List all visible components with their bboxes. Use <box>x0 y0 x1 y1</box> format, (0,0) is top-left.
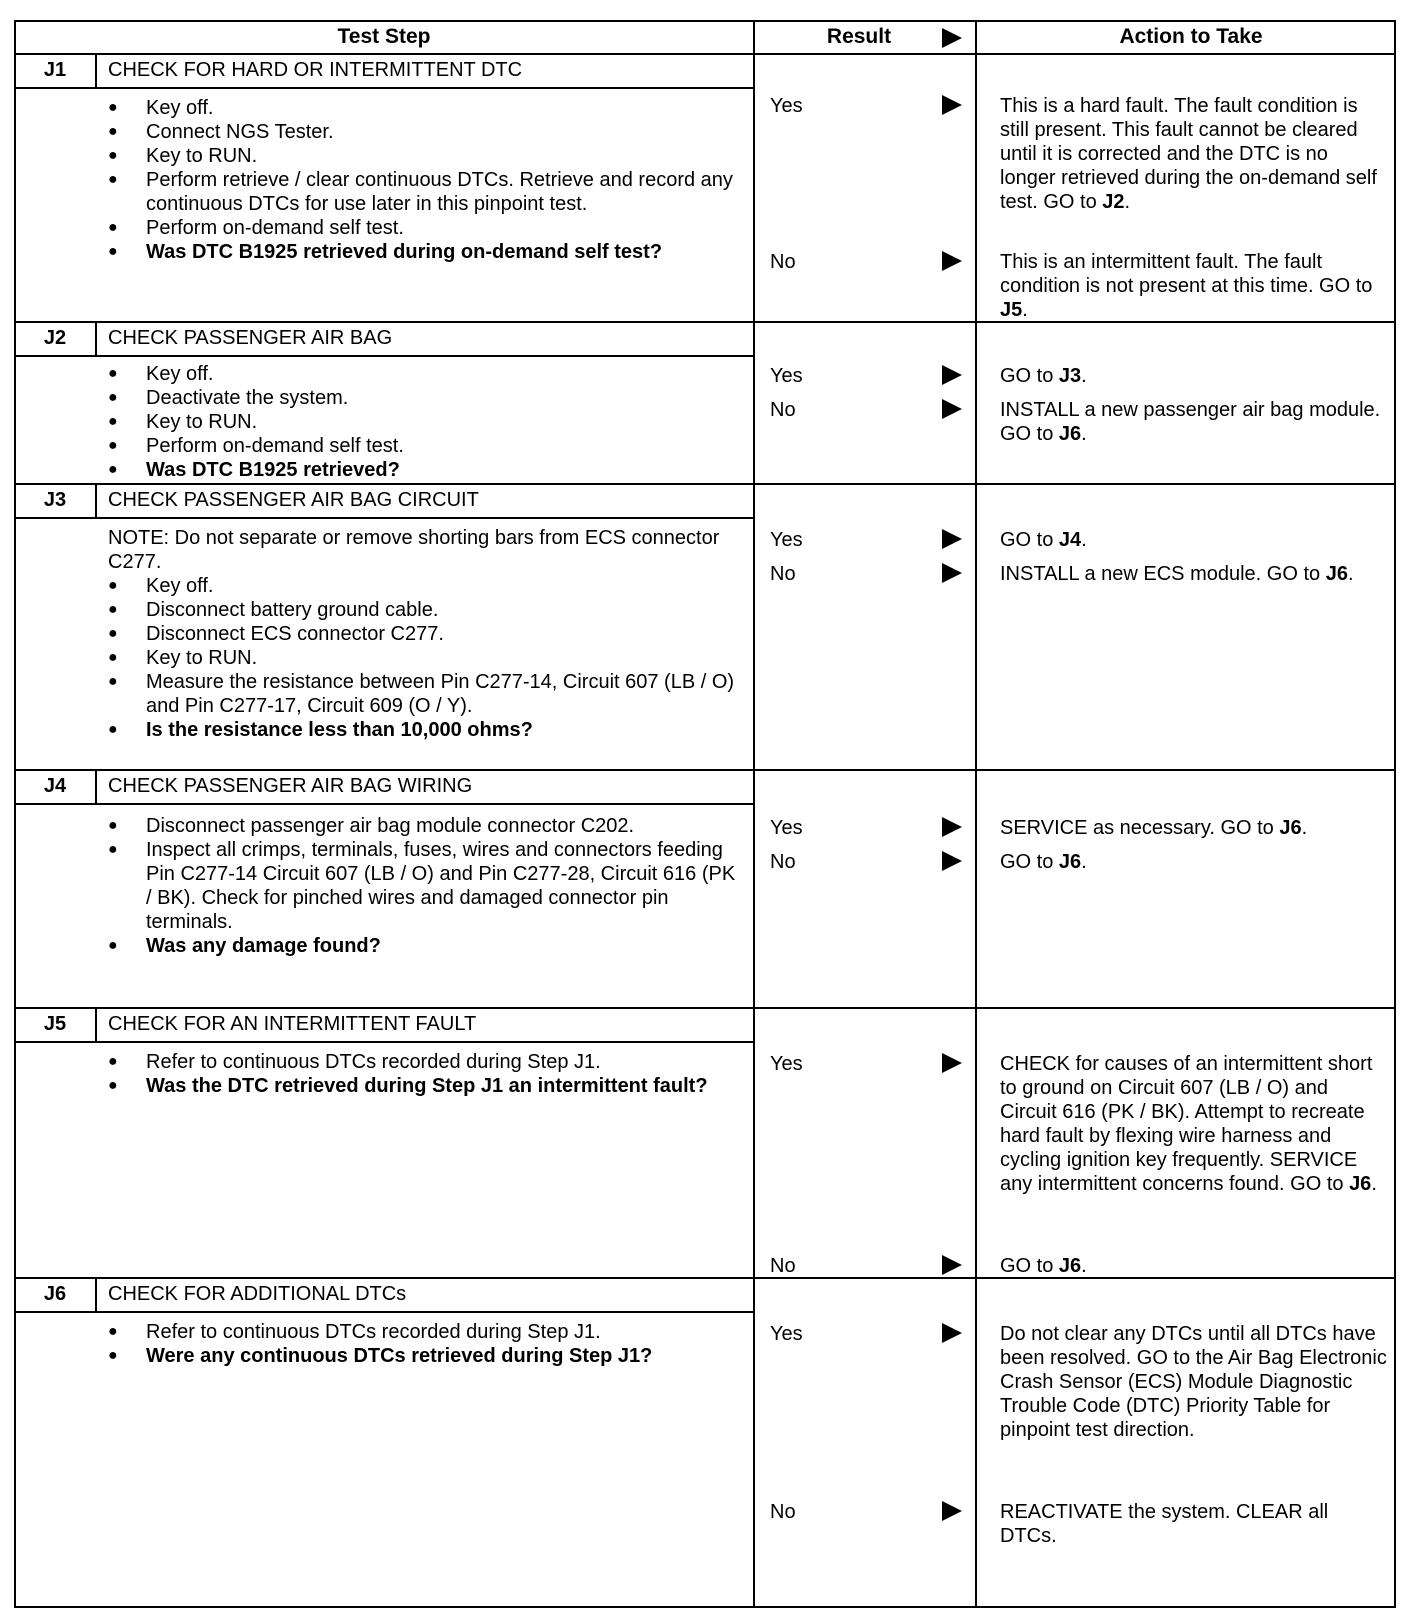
step-list <box>108 1320 736 1368</box>
step-title: CHECK PASSENGER AIR BAG WIRING <box>108 775 473 797</box>
action-text <box>1000 250 1388 322</box>
action-text <box>1000 1500 1388 1548</box>
action-segment: GO to <box>1000 1255 1059 1277</box>
action-segment: J3 <box>1058 365 1082 387</box>
result-arrow-icon <box>942 1501 962 1521</box>
step-item: ● Was any damage found? <box>108 934 736 958</box>
header-test-step: Test Step <box>337 25 431 48</box>
step-item: ● Was DTC B1925 retrieved? <box>108 458 736 482</box>
step-list <box>108 1050 736 1098</box>
action-segment: CHECK for causes of an intermittent short to ground on Circuit 607 (LB / O) and Circuit 616 (PK / BK). Attempt to recreate hard fault by flexing wire harness and cycling ignition key frequently. SERVICE any intermittent concerns found. GO to <box>1000 1053 1373 1195</box>
result-no: No <box>770 251 796 273</box>
step-code: J5 <box>43 1013 67 1035</box>
action-segment: REACTIVATE the system. CLEAR all DTCs. <box>1000 1501 1329 1547</box>
action-segment: INSTALL a new ECS module. GO to <box>1000 563 1326 585</box>
result-no: No <box>770 851 796 873</box>
step-body <box>108 362 736 482</box>
step-body <box>108 96 736 264</box>
step-item: ● Key to RUN. <box>108 144 736 168</box>
step-list <box>108 574 736 742</box>
step-item: ● Were any continuous DTCs retrieved during Step J1? <box>108 1344 736 1368</box>
result-no: No <box>770 563 796 585</box>
action-segment: J6 <box>1325 563 1348 585</box>
step-note: NOTE: Do not separate or remove shorting bars from ECS connector C277. <box>108 527 720 573</box>
action-segment: . <box>1301 817 1308 839</box>
action-segment: . <box>1081 365 1087 387</box>
result-arrow-icon <box>942 365 962 385</box>
action-segment: This is an intermittent fault. The fault condition is not present at this time. GO to <box>1000 251 1373 297</box>
result-no: No <box>770 1501 796 1523</box>
action-segment: . <box>1081 423 1087 445</box>
result-arrow-icon <box>942 529 962 549</box>
step-body <box>108 814 736 958</box>
action-segment: J6 <box>1058 851 1082 873</box>
action-segment: . <box>1347 563 1354 585</box>
action-text <box>1000 1052 1388 1196</box>
header-arrow-icon <box>942 28 962 48</box>
action-segment: INSTALL a new passenger air bag module. GO to <box>1000 399 1381 445</box>
result-arrow-icon <box>942 563 962 583</box>
result-yes: Yes <box>770 529 803 551</box>
step-item: ● Disconnect battery ground cable. <box>108 598 736 622</box>
step-code: J6 <box>43 1283 67 1305</box>
step-item: ● Inspect all crimps, terminals, fuses, wires and connectors feeding Pin C277-14 Circuit 607 (LB / O) and Pin C277-28, Circuit 616 (PK / BK). Check for pinched wires and damaged connector pin terminals. <box>108 838 736 934</box>
action-text <box>1000 850 1388 874</box>
step-item: ● Key off. <box>108 574 736 598</box>
action-segment: J5 <box>1000 299 1023 321</box>
step-code: J2 <box>43 327 67 349</box>
step-code: J1 <box>43 59 67 81</box>
action-segment: . <box>1124 191 1131 213</box>
action-text <box>1000 562 1388 586</box>
header-result: Result <box>826 25 892 48</box>
result-yes: Yes <box>770 1323 803 1345</box>
result-arrow-icon <box>942 817 962 837</box>
step-item: ● Measure the resistance between Pin C277-14, Circuit 607 (LB / O) and Pin C277-17, Circuit 609 (O / Y). <box>108 670 736 718</box>
action-segment: . <box>1081 529 1087 551</box>
action-segment: Do not clear any DTCs until all DTCs have been resolved. GO to the Air Bag Electronic Crash Sensor (ECS) Module Diagnostic Trouble Code (DTC) Priority Table for pinpoint test direction. <box>1000 1323 1387 1441</box>
step-item: ● Key off. <box>108 96 736 120</box>
result-arrow-icon <box>942 251 962 271</box>
header-action: Action to Take <box>1119 25 1263 48</box>
action-text <box>1000 1254 1388 1278</box>
result-arrow-icon <box>942 399 962 419</box>
action-segment: J2 <box>1102 191 1125 213</box>
step-code: J4 <box>43 775 67 797</box>
action-text <box>1000 1322 1388 1442</box>
action-segment: . <box>1081 1255 1087 1277</box>
step-body <box>108 1050 736 1098</box>
action-text <box>1000 364 1388 388</box>
step-code: J3 <box>43 489 67 511</box>
action-segment: GO to <box>1000 365 1059 387</box>
step-item: ● Perform retrieve / clear continuous DTCs. Retrieve and record any continuous DTCs for use later in this pinpoint test. <box>108 168 736 216</box>
step-title: CHECK PASSENGER AIR BAG <box>108 327 393 349</box>
step-item: ● Disconnect ECS connector C277. <box>108 622 736 646</box>
action-text <box>1000 94 1388 214</box>
action-segment: J6 <box>1058 423 1082 445</box>
step-item: ● Deactivate the system. <box>108 386 736 410</box>
action-segment: . <box>1081 851 1087 873</box>
step-list <box>108 96 736 264</box>
step-item: ● Disconnect passenger air bag module connector C202. <box>108 814 736 838</box>
step-title: CHECK FOR ADDITIONAL DTCs <box>108 1283 407 1305</box>
action-segment: SERVICE as necessary. GO to <box>1000 817 1280 839</box>
step-item: ● Perform on-demand self test. <box>108 216 736 240</box>
step-item: ● Key off. <box>108 362 736 386</box>
result-arrow-icon <box>942 1255 962 1275</box>
action-segment: J6 <box>1058 1255 1082 1277</box>
action-text <box>1000 398 1388 446</box>
result-no: No <box>770 1255 796 1277</box>
result-yes: Yes <box>770 365 803 387</box>
result-no: No <box>770 399 796 421</box>
step-item: ● Perform on-demand self test. <box>108 434 736 458</box>
action-segment: GO to <box>1000 529 1059 551</box>
step-item: ● Connect NGS Tester. <box>108 120 736 144</box>
result-yes: Yes <box>770 817 803 839</box>
step-body <box>108 526 736 742</box>
result-arrow-icon <box>942 1323 962 1343</box>
action-segment: This is a hard fault. The fault condition is still present. This fault cannot be cleared until it is corrected and the DTC is no longer retrieved during the on-demand self test. GO to <box>1000 95 1377 213</box>
result-arrow-icon <box>942 1053 962 1073</box>
result-yes: Yes <box>770 1053 803 1075</box>
step-title: CHECK FOR AN INTERMITTENT FAULT <box>108 1013 477 1035</box>
step-item: ● Is the resistance less than 10,000 ohms? <box>108 718 736 742</box>
action-segment: J6 <box>1349 1173 1372 1195</box>
action-segment: . <box>1371 1173 1377 1195</box>
step-item: ● Was DTC B1925 retrieved during on-demand self test? <box>108 240 736 264</box>
action-text <box>1000 816 1388 840</box>
result-arrow-icon <box>942 95 962 115</box>
step-list <box>108 362 736 482</box>
result-arrow-icon <box>942 851 962 871</box>
step-list <box>108 814 736 958</box>
step-title: CHECK FOR HARD OR INTERMITTENT DTC <box>108 59 523 81</box>
step-item: ● Key to RUN. <box>108 410 736 434</box>
action-segment: J4 <box>1058 529 1082 551</box>
step-body <box>108 1320 736 1368</box>
step-item: ● Refer to continuous DTCs recorded during Step J1. <box>108 1050 736 1074</box>
action-segment: J6 <box>1279 817 1302 839</box>
step-item: ● Key to RUN. <box>108 646 736 670</box>
action-segment: GO to <box>1000 851 1059 873</box>
step-item: ● Was the DTC retrieved during Step J1 an intermittent fault? <box>108 1074 736 1098</box>
diagnostic-table <box>14 20 1396 1608</box>
step-title: CHECK PASSENGER AIR BAG CIRCUIT <box>108 489 479 511</box>
action-text <box>1000 528 1388 552</box>
action-segment: . <box>1022 299 1028 321</box>
step-item: ● Refer to continuous DTCs recorded during Step J1. <box>108 1320 736 1344</box>
result-yes: Yes <box>770 95 803 117</box>
